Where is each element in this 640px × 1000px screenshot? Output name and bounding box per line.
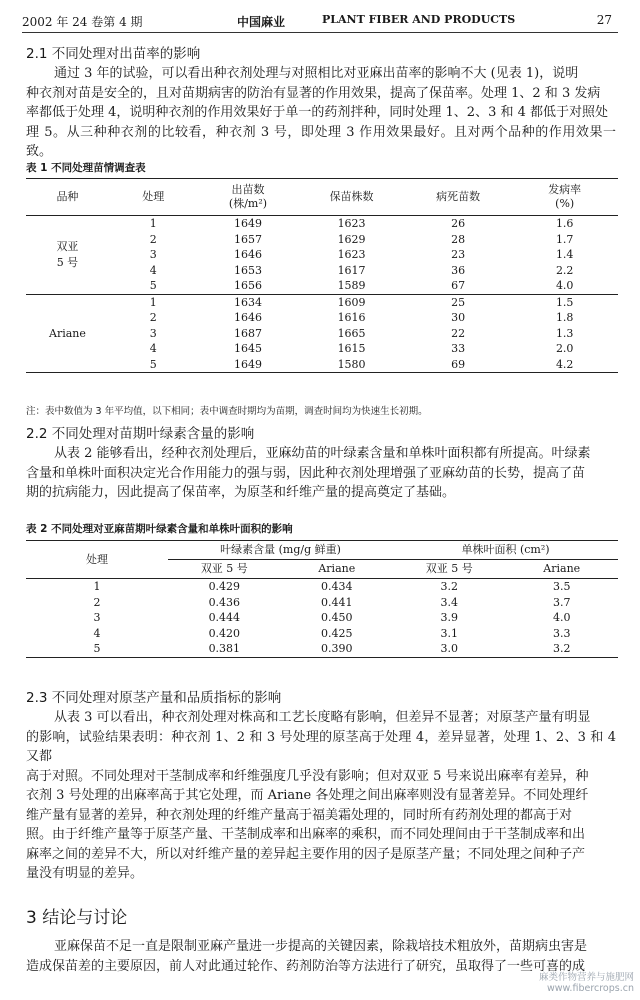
table-cell: 26	[451, 217, 466, 230]
table-row	[26, 610, 618, 626]
table-2-group-header-row	[26, 541, 618, 560]
table-cell: 4.0	[552, 611, 571, 624]
table-cell: 1646	[233, 311, 262, 324]
section-2-1-text	[26, 64, 616, 162]
table-cell: 28	[451, 232, 466, 246]
table-cell: 1.8	[555, 311, 574, 324]
table-1-header-row	[26, 179, 618, 216]
text-line: 维产量有显著的差异，种衣剂处理的纤维产量高于福美霜处理的，同时所有药剂处理的都高于对	[26, 807, 573, 823]
table-row	[26, 579, 618, 595]
table-header-cell: 出苗数 (株/m²)	[198, 179, 299, 216]
table-header-cell: 双亚 5 号	[168, 560, 280, 579]
table-row	[26, 216, 618, 232]
table-2-caption: 表 2 不同处理对亚麻苗期叶绿素含量和单株叶面积的影响	[26, 523, 293, 535]
section-2-1-title: 2.1 不同处理对出苗率的影响	[26, 46, 201, 62]
table-row	[26, 247, 618, 263]
table-cell: 3.7	[552, 595, 571, 609]
section-2-3-title: 2.3 不同处理对原茎产量和品质指标的影响	[26, 690, 282, 706]
table-cell: 1646	[233, 248, 262, 261]
table-cell: 1.3	[555, 326, 574, 340]
table-cell: 1	[149, 295, 157, 309]
watermark-url: www.fibercrops.cn	[547, 983, 634, 994]
table-header-cell: 双亚 5 号	[393, 560, 505, 579]
text-line: 含量和单株叶面积决定光合作用能力的强与弱，因此种衣剂处理增强了亚麻幼苗的长势，提高了苗	[26, 465, 586, 481]
table-cell: 1649	[198, 357, 299, 373]
table-header-cell: 处理	[26, 541, 168, 579]
table-cell: 1656	[198, 278, 299, 294]
table-cell: 0.444	[208, 611, 241, 624]
table-cell: 1.7	[555, 232, 574, 246]
table-cell: 2	[93, 595, 101, 609]
table-cell: 5	[109, 357, 198, 373]
table-row	[26, 310, 618, 326]
text-line: 亚麻保苗不足一直是限制亚麻产量进一步提高的关键因素，除栽培技术粗放外，苗期病虫害是	[54, 939, 588, 954]
variety-cell: 双亚 5 号	[26, 216, 109, 295]
table-header-cell: 保苗株数	[298, 179, 405, 216]
watermark-line: 麻类作物营养与施肥网	[538, 972, 634, 983]
table-row	[26, 294, 618, 310]
table-header-cell: 叶绿素含量 (mg/g 鲜重)	[168, 541, 393, 560]
table-cell: 5	[109, 278, 198, 294]
table-cell: 4	[149, 263, 157, 277]
text-line: 种衣剂对苗是安全的，且对苗期病害的防治有显著的作用效果，提高了保苗率。处理 1、2 和 3 发病	[26, 85, 601, 101]
table-cell: 1623	[337, 248, 366, 261]
section-3-text	[26, 937, 616, 976]
table-cell: 2	[149, 311, 157, 324]
running-header	[22, 10, 618, 33]
table-row	[26, 232, 618, 248]
table-cell: 1649	[233, 217, 262, 230]
table-header-cell: Ariane	[505, 560, 618, 579]
table-cell: 3.2	[505, 641, 618, 657]
table-cell: 33	[451, 342, 466, 355]
table-header-cell: 发病率 (%)	[511, 179, 618, 216]
table-cell: 0.434	[321, 580, 353, 593]
table-cell: 36	[451, 263, 466, 277]
table-cell: 5	[26, 641, 168, 657]
table-cell: 0.436	[208, 595, 241, 609]
text-line: 理 5。从三种种衣剂的比较看，种衣剂 3 号，即处理 3 作用效果最好。且对两个品种的作用效果一致。	[26, 124, 616, 159]
table-cell: 3.1	[440, 626, 458, 640]
table-cell: 0.429	[208, 580, 241, 593]
table-cell: 3	[149, 248, 157, 261]
table-cell: 1	[149, 217, 157, 230]
journal-title-en: PLANT FIBER AND PRODUCTS	[322, 13, 516, 26]
table-cell: 4.0	[511, 278, 618, 294]
table-cell: 1623	[337, 217, 366, 230]
table-cell: 23	[451, 248, 466, 261]
table-row	[26, 326, 618, 342]
text-line: 期的抗病能力，因此提高了保苗率，为原茎和纤维产量的提高奠定了基础。	[26, 485, 456, 500]
table-cell: 1657	[233, 232, 262, 246]
table-cell: 3.9	[440, 611, 458, 624]
table-row	[26, 357, 618, 373]
section-3-title: 3 结论与讨论	[26, 908, 128, 928]
table-header-cell: 品种	[26, 179, 109, 216]
table-row	[26, 626, 618, 642]
table-cell: 1	[93, 580, 101, 593]
text-line: 从表 2 能够看出，经种衣剂处理后，亚麻幼苗的叶绿素含量和单株叶面积都有所提高。叶绿素	[54, 446, 591, 461]
table-cell: 3	[93, 611, 101, 624]
table-cell: 4	[93, 626, 101, 640]
table-cell: 30	[451, 311, 466, 324]
table-1	[26, 178, 618, 373]
table-cell: 0.425	[321, 626, 353, 640]
table-cell: 1653	[233, 263, 262, 277]
table-cell: 1634	[233, 295, 262, 309]
table-cell: 1580	[298, 357, 405, 373]
table-cell: 1615	[337, 342, 366, 355]
table-cell: 1687	[233, 326, 262, 340]
table-cell: 0.420	[208, 626, 241, 640]
table-cell: 67	[405, 278, 512, 294]
text-line: 量没有明显的差异。	[26, 866, 144, 881]
section-2-2-title: 2.2 不同处理对苗期叶绿素含量的影响	[26, 426, 255, 442]
table-header-cell: 单株叶面积 (cm²)	[393, 541, 618, 560]
table-cell: 1609	[337, 295, 366, 309]
table-cell: 1.6	[555, 217, 574, 230]
text-line: 高于对照。不同处理对干茎制成率和纤维强度几乎没有影响；但对双亚 5 号来说出麻率有差异，种	[26, 768, 589, 784]
table-cell: 2	[149, 232, 157, 246]
table-header-cell: 病死苗数	[405, 179, 512, 216]
table-cell: 3	[149, 326, 157, 340]
table-cell: 0.390	[281, 641, 393, 657]
table-cell: 0.441	[321, 595, 353, 609]
table-cell: 22	[451, 326, 466, 340]
journal-title-cn: 中国麻业	[237, 15, 286, 29]
text-line: 从表 3 可以看出，种衣剂处理对株高和工艺长度略有影响，但差异不显著；对原茎产量有明显	[54, 710, 591, 725]
table-cell: 3.5	[552, 580, 571, 593]
table-cell: 3.2	[440, 580, 458, 593]
table-cell: 1665	[337, 326, 366, 340]
table-cell: 4.2	[511, 357, 618, 373]
table-cell: 3.4	[440, 595, 458, 609]
text-line: 的影响，试验结果表明：种衣剂 1、2 和 3 号处理的原茎高于处理 4，差异显著，处理 1、2、3 和 4 又都	[26, 729, 616, 764]
table-row	[26, 341, 618, 357]
table-cell: 1616	[337, 311, 366, 324]
table-header-cell: 处理	[109, 179, 198, 216]
section-2-2-text	[26, 444, 616, 503]
table-cell: 1.5	[555, 295, 574, 309]
table-row	[26, 263, 618, 279]
table-cell: 25	[451, 295, 466, 309]
issue-info: 2002 年 24 卷第 4 期	[22, 15, 143, 29]
table-cell: 1629	[337, 232, 366, 246]
table-cell: 4	[149, 342, 157, 355]
table-row	[26, 278, 618, 294]
table-cell: 3.3	[552, 626, 571, 640]
table-cell: 1.4	[555, 248, 574, 261]
table-1-caption: 表 1 不同处理苗情调查表	[26, 162, 146, 174]
table-row	[26, 595, 618, 611]
table-cell: 2.2	[555, 263, 574, 277]
text-line: 造成保苗差的主要原因，前人对此通过轮作、药剂防治等方法进行了研究，虽取得了一些可喜的成	[26, 958, 586, 974]
watermark	[539, 972, 634, 994]
table-cell: 69	[405, 357, 512, 373]
section-2-3-text	[26, 708, 616, 884]
table-1-note: 注：表中数值为 3 年平均值，以下相同；表中调查时期均为苗期，调查时间均为快速生长初期。	[26, 406, 428, 417]
table-cell: 1645	[233, 342, 262, 355]
table-2	[26, 540, 618, 658]
table-cell: 0.381	[168, 641, 280, 657]
variety-cell: Ariane	[26, 294, 109, 373]
table-cell: 2.0	[555, 342, 574, 355]
table-row	[26, 641, 618, 657]
page-number: 27	[596, 13, 612, 27]
text-line: 衣剂 3 号处理的出麻率高于其它处理，而 Ariane 各处理之间出麻率则没有显著差异。不同处理纤	[26, 788, 589, 803]
text-line: 照。由于纤维产量等于原茎产量、干茎制成率和出麻率的乘积，而不同处理间由于干茎制成率和出	[26, 827, 586, 842]
table-header-cell: Ariane	[281, 560, 393, 579]
table-cell: 0.450	[321, 611, 353, 624]
table-cell: 3.0	[393, 641, 505, 657]
text-line: 通过 3 年的试验，可以看出种衣剂处理与对照相比对亚麻出苗率的影响不大 (见表 1)，说明	[54, 66, 579, 81]
text-line: 率都低于处理 4，说明种衣剂的作用效果好于单一的药剂拌种，同时处理 1、2、3 和 4 都低于对照处	[26, 105, 609, 120]
table-cell: 1589	[298, 278, 405, 294]
text-line: 麻率之间的差异不大，所以对纤维产量的差异起主要作用的因子是原茎产量；不同处理之间种子产	[26, 846, 586, 862]
table-cell: 1617	[337, 263, 366, 277]
